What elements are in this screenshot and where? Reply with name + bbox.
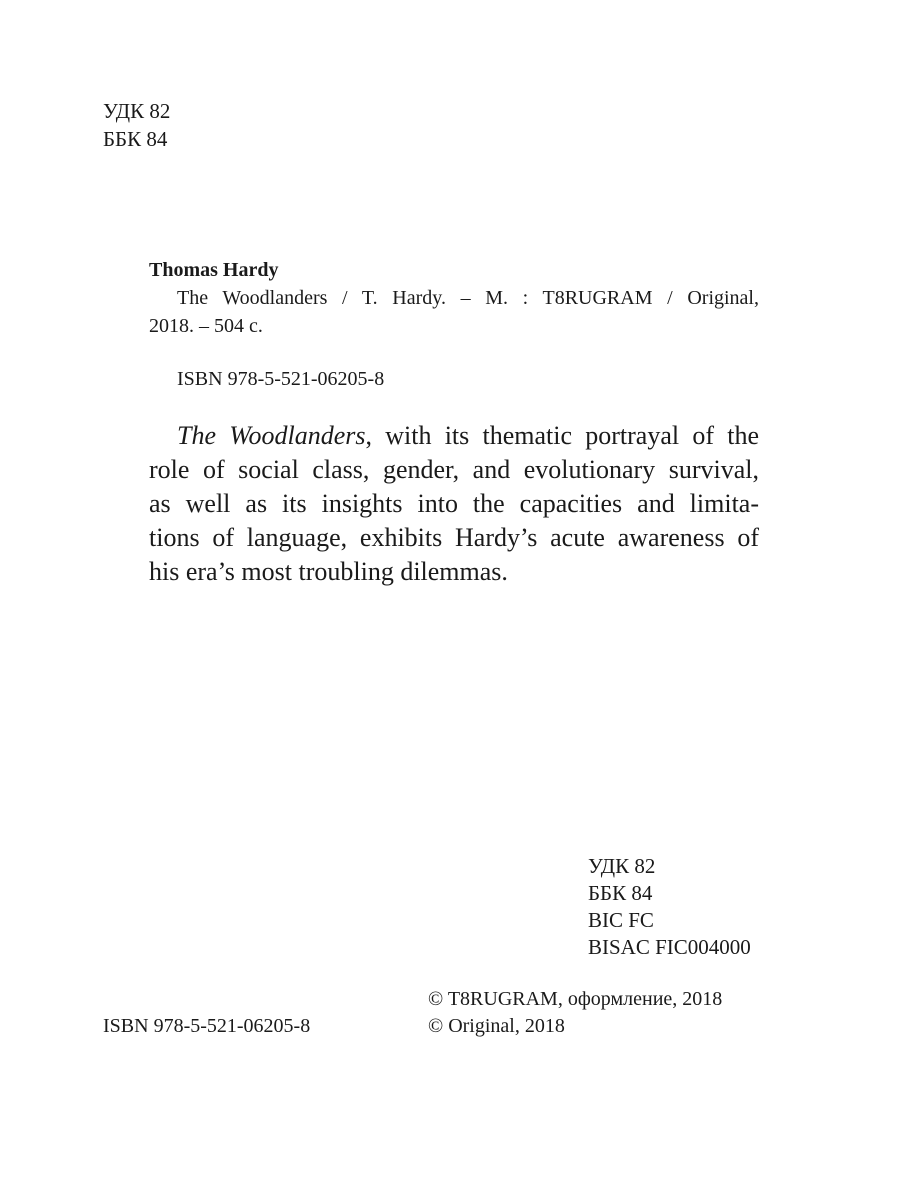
annotation-line-4: tions of language, exhibits Hardy’s acute awareness of	[149, 523, 759, 552]
classification-top	[103, 97, 170, 153]
isbn-main: ISBN 978-5-521-06205-8	[177, 368, 385, 390]
annotation-line-2: role of social class, gender, and evolutionary survival,	[149, 455, 759, 484]
bibliographic-entry	[149, 284, 759, 340]
udk-code: УДК 82	[103, 99, 171, 123]
book-title-italic: The Woodlanders	[177, 421, 366, 450]
annotation	[149, 419, 759, 589]
author-name: Thomas Hardy	[149, 259, 279, 281]
annotation-line-1	[149, 419, 759, 453]
copyright-notice	[428, 986, 722, 1040]
bbk-code: ББК 84	[103, 127, 168, 151]
classification-bottom	[588, 853, 751, 961]
bic-code: BIC FC	[588, 908, 654, 932]
bbk-code-bottom: ББК 84	[588, 881, 653, 905]
isbn-bottom: ISBN 978-5-521-06205-8	[103, 1015, 311, 1037]
annotation-line-3: as well as its insights into the capacities and limita-	[149, 489, 759, 518]
copyright-line-2: © Original, 2018	[428, 1015, 565, 1037]
bisac-code: BISAC FIC004000	[588, 935, 751, 959]
annotation-line-5: his era’s most troubling dilemmas.	[149, 557, 508, 586]
copyright-line-1: © T8RUGRAM, оформление, 2018	[428, 988, 723, 1010]
annotation-line-1-rest: , with its thematic portrayal of the	[365, 421, 759, 450]
udk-code-bottom: УДК 82	[588, 854, 656, 878]
bibliographic-line-2: 2018. – 504 с.	[149, 315, 263, 337]
bibliographic-line-1: The Woodlanders / T. Hardy. – M. : T8RUGRAM / Original,	[177, 287, 759, 309]
